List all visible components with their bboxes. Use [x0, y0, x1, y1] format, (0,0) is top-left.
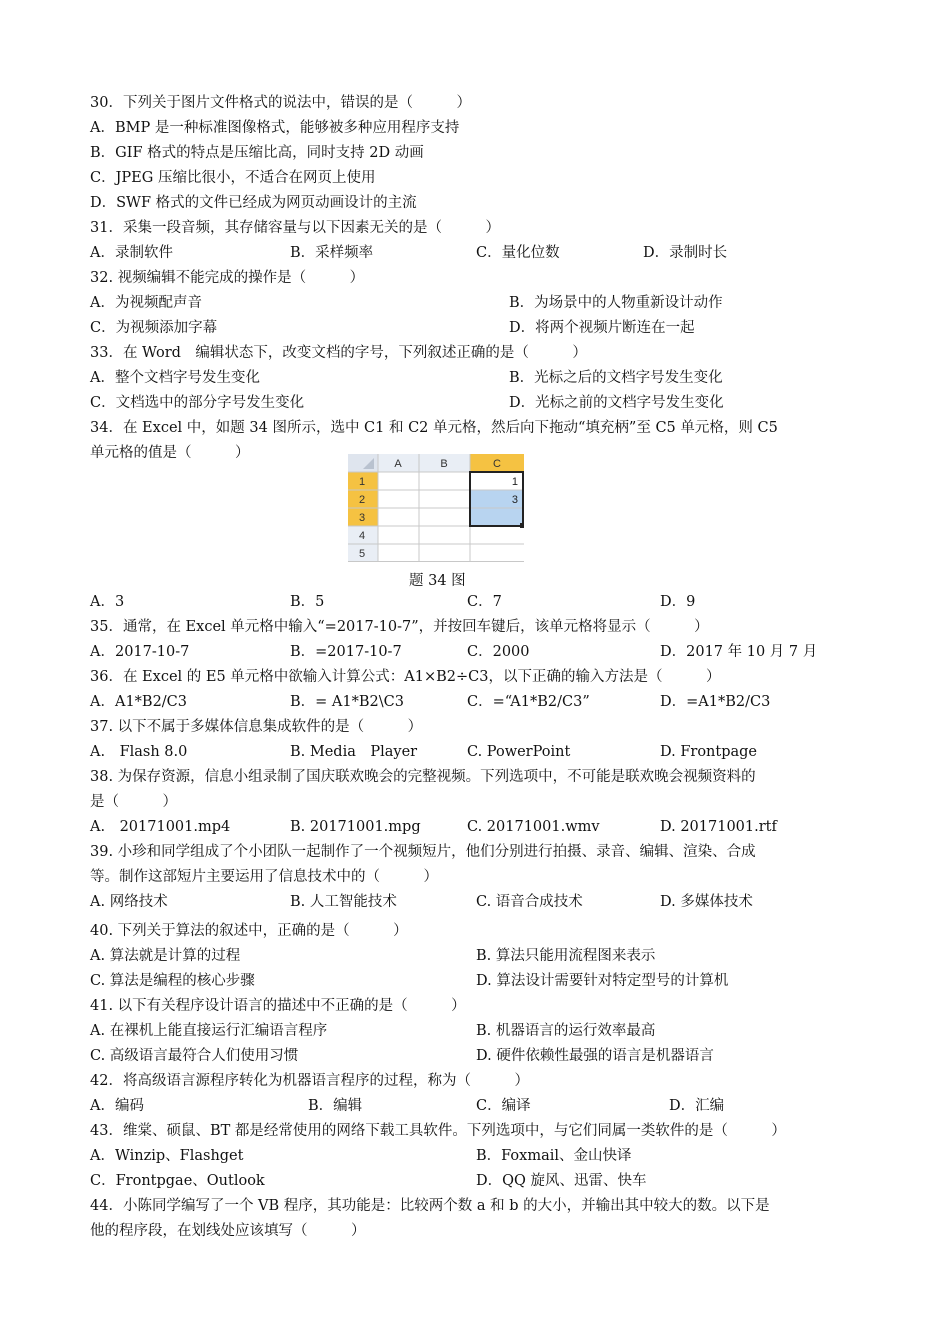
q32-stem: 32. 视频编辑不能完成的操作是（ ）	[90, 270, 365, 286]
q39-option-d: D. 多媒体技术	[660, 894, 753, 910]
q38-option-d: D. 20171001.rtf	[660, 819, 777, 835]
q42-option-d: D．汇编	[669, 1098, 725, 1114]
q33-option-b: B．光标之后的文档字号发生变化	[509, 370, 723, 386]
q36-option-a: A．A1*B2/C3	[90, 694, 188, 710]
figure-caption: 题 34 图	[409, 573, 466, 589]
q31-option-d: D．录制时长	[643, 245, 728, 261]
fill-handle	[520, 523, 524, 528]
q43-option-c: C．Frontpgae、Outlook	[90, 1173, 265, 1189]
spreadsheet-figure	[348, 454, 524, 562]
q43-option-d: D．QQ 旋风、迅雷、快车	[476, 1173, 647, 1189]
row-header-5: 5	[358, 548, 366, 560]
q35-option-a: A．2017-10-7	[90, 644, 190, 660]
q42-option-b: B．编辑	[308, 1098, 363, 1114]
q43-stem: 43．维棠、硕鼠、BT 都是经常使用的网络下载工具软件。下列选项中，与它们同属一类软件的是（ ）	[90, 1123, 786, 1139]
q38-option-a: A. 20171001.mp4	[90, 819, 231, 835]
q37-option-b: B. Media Player	[290, 744, 418, 760]
q32-option-a: A．为视频配声音	[90, 295, 202, 311]
column-header-a: A	[394, 458, 402, 470]
q37-stem: 37. 以下不属于多媒体信息集成软件的是（ ）	[90, 719, 423, 735]
q44-stem-line1: 44．小陈同学编写了一个 VB 程序，其功能是：比较两个数 a 和 b 的大小，并输出其中较大的数。以下是	[90, 1198, 770, 1214]
column-header-b: B	[440, 458, 448, 470]
q33-option-c: C．文档选中的部分字号发生变化	[90, 395, 305, 411]
q36-stem: 36．在 Excel 的 E5 单元格中欲输入计算公式：A1×B2÷C3，以下正确的输入方法是（ ）	[90, 669, 721, 685]
q34-option-b: B．5	[290, 594, 325, 610]
q43-option-b: B．Foxmail、金山快译	[476, 1148, 632, 1164]
q35-option-c: C．2000	[467, 644, 530, 660]
q34-option-d: D．9	[660, 594, 696, 610]
q40-option-c: C. 算法是编程的核心步骤	[90, 973, 255, 989]
q41-option-d: D. 硬件依赖性最强的语言是机器语言	[476, 1048, 714, 1064]
q41-option-c: C. 高级语言最符合人们使用习惯	[90, 1048, 299, 1064]
q42-option-a: A．编码	[90, 1098, 144, 1114]
q30-option-d: D．SWF 格式的文件已经成为网页动画设计的主流	[90, 195, 417, 211]
cell-c1: 1	[511, 476, 518, 488]
q39-option-c: C. 语音合成技术	[476, 894, 583, 910]
q30-option-b: B．GIF 格式的特点是压缩比高，同时支持 2D 动画	[90, 145, 424, 161]
q44-stem-line2: 他的程序段，在划线处应该填写（ ）	[90, 1223, 366, 1239]
q36-option-b: B．= A1*B2\C3	[290, 694, 404, 710]
row-header-2: 2	[358, 494, 366, 506]
q31-option-c: C．量化位数	[476, 245, 560, 261]
q31-option-b: B．采样频率	[290, 245, 374, 261]
row-header-1: 1	[358, 476, 366, 488]
q43-option-a: A．Winzip、Flashget	[90, 1148, 244, 1164]
q32-option-b: B．为场景中的人物重新设计动作	[509, 295, 723, 311]
q41-stem: 41. 以下有关程序设计语言的描述中不正确的是（ ）	[90, 998, 466, 1014]
q34-stem-line2: 单元格的值是（ ）	[90, 445, 250, 461]
q38-stem-line1: 38. 为保存资源，信息小组录制了国庆联欢晚会的完整视频。下列选项中，不可能是联欢晚会视频资料的	[90, 769, 756, 785]
row-header-4: 4	[358, 530, 366, 542]
q38-option-c: C. 20171001.wmv	[467, 819, 600, 835]
q31-option-a: A．录制软件	[90, 245, 173, 261]
q39-stem-line1: 39. 小珍和同学组成了个小团队一起制作了一个视频短片，他们分别进行拍摄、录音、编辑、渲染、合成	[90, 844, 756, 860]
q30-stem: 30．下列关于图片文件格式的说法中，错误的是（ ）	[90, 95, 471, 111]
q30-option-c: C．JPEG 压缩比很小，不适合在网页上使用	[90, 170, 376, 186]
q39-option-b: B. 人工智能技术	[290, 894, 397, 910]
q31-stem: 31．采集一段音频，其存储容量与以下因素无关的是（ ）	[90, 220, 500, 236]
q41-option-b: B. 机器语言的运行效率最高	[476, 1023, 656, 1039]
column-header-c: C	[493, 458, 501, 470]
q40-option-a: A. 算法就是计算的过程	[90, 948, 241, 964]
q38-stem-line2: 是（ ）	[90, 794, 177, 810]
q33-option-d: D．光标之前的文档字号发生变化	[509, 395, 724, 411]
q30-option-a: A．BMP 是一种标准图像格式，能够被多种应用程序支持	[90, 120, 460, 136]
q34-stem-line1: 34．在 Excel 中，如题 34 图所示，选中 C1 和 C2 单元格，然后向下拖动“填充柄”至 C5 单元格，则 C5	[90, 420, 778, 436]
q41-option-a: A. 在裸机上能直接运行汇编语言程序	[90, 1023, 328, 1039]
q40-stem: 40. 下列关于算法的叙述中，正确的是（ ）	[90, 923, 408, 939]
q40-option-d: D. 算法设计需要针对特定型号的计算机	[476, 973, 729, 989]
q40-option-b: B. 算法只能用流程图来表示	[476, 948, 656, 964]
q39-option-a: A. 网络技术	[90, 894, 168, 910]
q35-option-b: B．=2017-10-7	[290, 644, 402, 660]
q42-option-c: C．编译	[476, 1098, 531, 1114]
q39-stem-line2: 等。制作这部短片主要运用了信息技术中的（ ）	[90, 869, 438, 885]
q37-option-d: D. Frontpage	[660, 744, 758, 760]
q32-option-d: D．将两个视频片断连在一起	[509, 320, 695, 336]
q36-option-c: C．=“A1*B2/C3”	[467, 694, 590, 710]
q35-option-d: D．2017 年 10 月 7 月	[660, 644, 818, 660]
q35-stem: 35．通常，在 Excel 单元格中输入“=2017-10-7”，并按回车键后，该单元格将显示（ ）	[90, 619, 709, 635]
cell-c2: 3	[511, 494, 518, 506]
q33-option-a: A．整个文档字号发生变化	[90, 370, 260, 386]
q38-option-b: B. 20171001.mpg	[290, 819, 421, 835]
q34-option-c: C．7	[467, 594, 502, 610]
q42-stem: 42．将高级语言源程序转化为机器语言程序的过程，称为（ ）	[90, 1073, 529, 1089]
q37-option-c: C. PowerPoint	[467, 744, 571, 760]
q37-option-a: A. Flash 8.0	[90, 744, 188, 760]
q33-stem: 33．在 Word 编辑状态下，改变文档的字号，下列叙述正确的是（ ）	[90, 345, 587, 361]
q36-option-d: D．=A1*B2/C3	[660, 694, 771, 710]
q34-option-a: A．3	[90, 594, 125, 610]
q32-option-c: C．为视频添加字幕	[90, 320, 218, 336]
row-header-3: 3	[358, 512, 366, 524]
